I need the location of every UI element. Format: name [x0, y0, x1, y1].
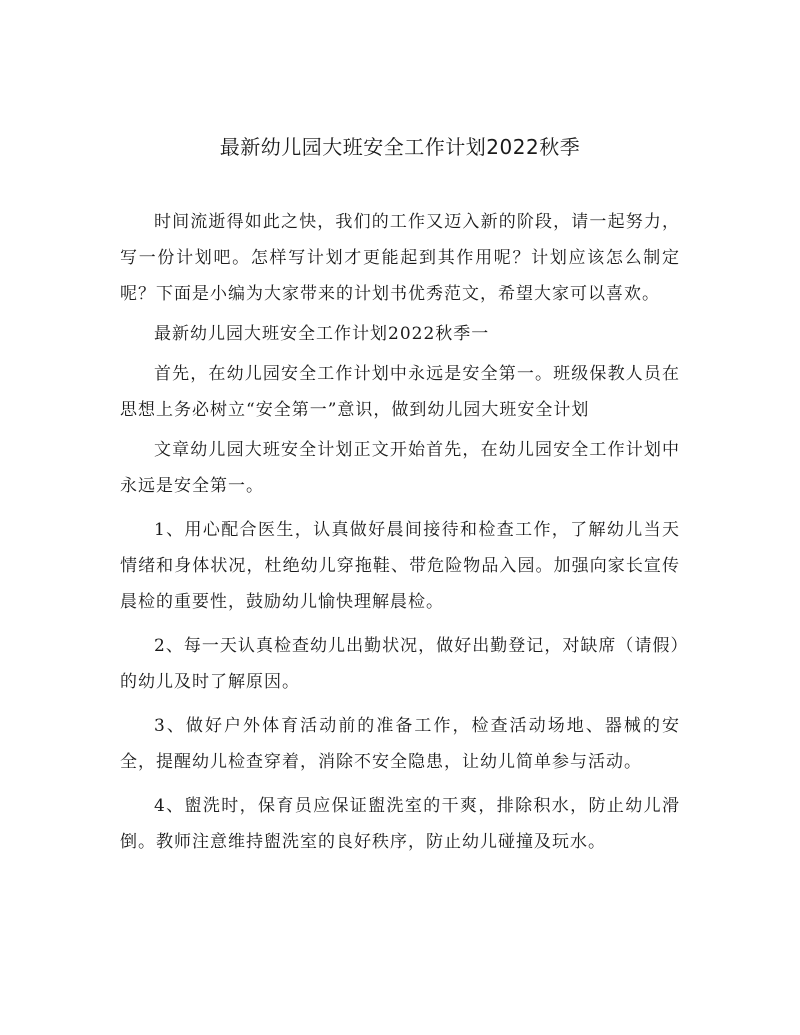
document-body	[120, 204, 680, 864]
list-item: 3、做好户外体育活动前的准备工作，检查活动场地、器械的安全，提醒幼儿检查穿着，消除不安全隐患，让幼儿简单参与活动。	[120, 716, 680, 772]
body-paragraph: 首先，在幼儿园安全工作计划中永远是安全第一。班级保教人员在思想上务必树立“安全第一”意识，做到幼儿园大班安全计划	[120, 364, 680, 420]
intro-paragraph: 时间流逝得如此之快，我们的工作又迈入新的阶段，请一起努力，写一份计划吧。怎样写计划才更能起到其作用呢？计划应该怎么制定呢？下面是小编为大家带来的计划书优秀范文，希望大家可以喜欢。	[120, 212, 680, 304]
list-item: 4、盥洗时，保育员应保证盥洗室的干爽，排除积水，防止幼儿滑倒。教师注意维持盥洗室的良好秩序，防止幼儿碰撞及玩水。	[120, 796, 680, 852]
list-item: 1、用心配合医生，认真做好晨间接待和检查工作，了解幼儿当天情绪和身体状况，杜绝幼儿穿拖鞋、带危险物品入园。加强向家长宣传晨检的重要性，鼓励幼儿愉快理解晨检。	[120, 520, 680, 612]
section-heading: 最新幼儿园大班安全工作计划2022秋季一	[154, 324, 490, 344]
body-paragraph: 文章幼儿园大班安全计划正文开始首先，在幼儿园安全工作计划中永远是安全第一。	[120, 440, 680, 496]
list-item: 2、每一天认真检查幼儿出勤状况，做好出勤登记，对缺席（请假）的幼儿及时了解原因。	[120, 636, 680, 692]
document-title: 最新幼儿园大班安全工作计划2022秋季	[219, 135, 581, 159]
